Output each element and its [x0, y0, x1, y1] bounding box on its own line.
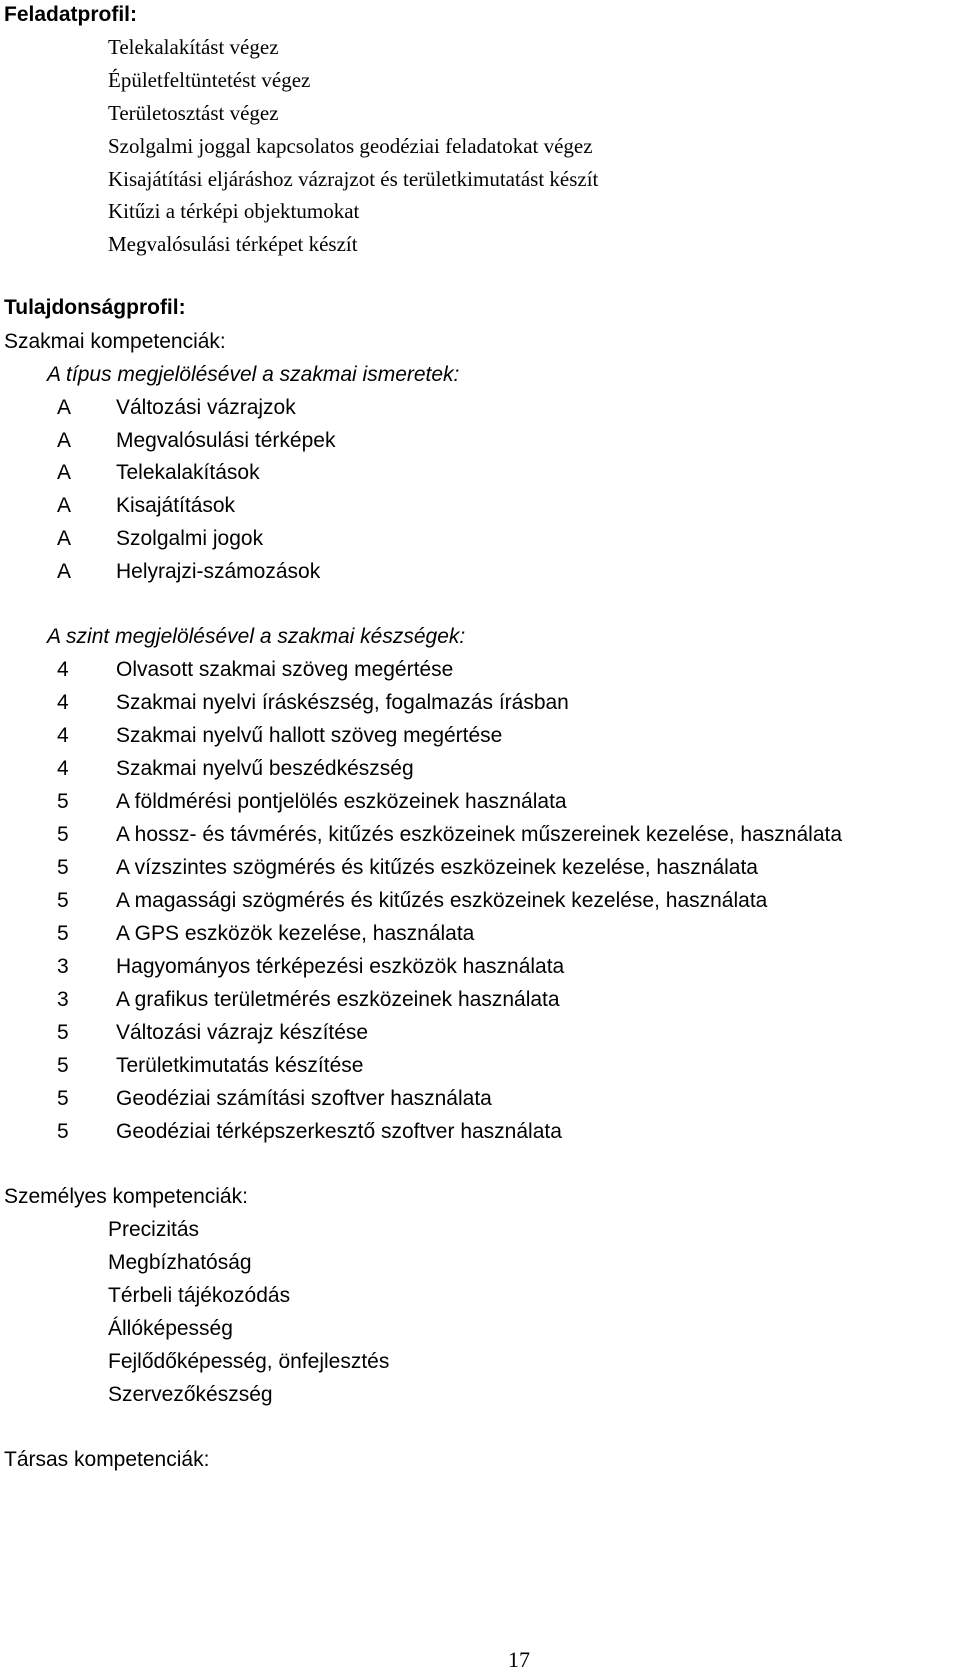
szemelyes-item: Megbízhatóság [108, 1251, 252, 1274]
szemelyes-kompetenciak-label: Személyes kompetenciák: [4, 1185, 248, 1208]
ismeret-text: Telekalakítások [116, 461, 260, 484]
keszseg-text: Szakmai nyelvű beszédkészség [116, 757, 414, 780]
ismeret-type-code: A [57, 461, 72, 484]
szemelyes-item: Szervezőkészség [108, 1383, 273, 1406]
szakmai-keszsegek-heading: A szint megjelölésével a szakmai készségek: [47, 625, 466, 648]
keszseg-text: A grafikus területmérés eszközeinek használata [116, 988, 560, 1011]
keszseg-level: 4 [57, 724, 69, 747]
ismeret-text: Változási vázrajzok [116, 396, 296, 419]
szemelyes-item: Precizitás [108, 1218, 200, 1241]
szakmai-ismeretek-heading: A típus megjelölésével a szakmai ismeretek: [47, 363, 460, 386]
szemelyes-item: Állóképesség [108, 1317, 233, 1340]
keszseg-level: 3 [57, 955, 69, 978]
page-number: 17 [508, 1647, 530, 1672]
feladatprofil-item: Területosztást végez [108, 101, 279, 125]
feladatprofil-item: Telekalakítást végez [108, 35, 279, 59]
ismeret-type-code: A [57, 527, 72, 550]
ismeret-text: Helyrajzi-számozások [116, 560, 321, 583]
keszseg-level: 5 [57, 922, 69, 945]
keszseg-level: 5 [57, 1120, 69, 1143]
keszseg-text: Geodéziai térképszerkesztő szoftver használata [116, 1120, 562, 1143]
keszseg-text: A GPS eszközök kezelése, használata [116, 922, 475, 945]
ismeret-type-code: A [57, 494, 72, 517]
keszseg-level: 5 [57, 790, 69, 813]
keszseg-text: Olvasott szakmai szöveg megértése [116, 658, 454, 681]
tarsas-kompetenciak-label: Társas kompetenciák: [4, 1448, 210, 1471]
keszseg-level: 4 [57, 658, 69, 681]
szemelyes-item: Fejlődőképesség, önfejlesztés [108, 1350, 390, 1373]
keszseg-level: 3 [57, 988, 69, 1011]
szakmai-kompetenciak-label: Szakmai kompetenciák: [4, 330, 226, 353]
tulajdonsagprofil-heading: Tulajdonságprofil: [4, 296, 186, 319]
keszseg-level: 5 [57, 1054, 69, 1077]
feladatprofil-item: Szolgalmi joggal kapcsolatos geodéziai feladatokat végez [108, 134, 593, 158]
ismeret-type-code: A [57, 396, 72, 419]
feladatprofil-item: Épületfeltüntetést végez [108, 68, 311, 92]
szemelyes-item: Térbeli tájékozódás [108, 1284, 291, 1307]
keszseg-text: Szakmai nyelvű hallott szöveg megértése [116, 724, 503, 747]
ismeret-type-code: A [57, 560, 72, 583]
feladatprofil-item: Kitűzi a térképi objektumokat [108, 199, 360, 223]
ismeret-text: Szolgalmi jogok [116, 527, 264, 550]
keszseg-level: 5 [57, 1021, 69, 1044]
keszseg-text: Szakmai nyelvi íráskészség, fogalmazás írásban [116, 691, 569, 714]
keszseg-text: A vízszintes szögmérés és kitűzés eszközeinek kezelése, használata [116, 856, 758, 879]
ismeret-type-code: A [57, 429, 72, 452]
keszseg-level: 5 [57, 856, 69, 879]
feladatprofil-heading: Feladatprofil: [4, 3, 138, 26]
keszseg-level: 4 [57, 757, 69, 780]
keszseg-level: 5 [57, 823, 69, 846]
keszseg-text: Hagyományos térképezési eszközök használata [116, 955, 565, 978]
keszseg-text: Területkimutatás készítése [116, 1054, 364, 1077]
keszseg-level: 4 [57, 691, 69, 714]
ismeret-text: Kisajátítások [116, 494, 236, 517]
keszseg-text: A földmérési pontjelölés eszközeinek használata [116, 790, 567, 813]
keszseg-text: Geodéziai számítási szoftver használata [116, 1087, 492, 1110]
keszseg-text: Változási vázrajz készítése [116, 1021, 369, 1044]
ismeret-text: Megvalósulási térképek [116, 429, 336, 452]
keszseg-text: A hossz- és távmérés, kitűzés eszközeinek műszereinek kezelése, használata [116, 823, 843, 846]
keszseg-text: A magassági szögmérés és kitűzés eszközeinek kezelése, használata [116, 889, 768, 912]
keszseg-level: 5 [57, 1087, 69, 1110]
feladatprofil-item: Megvalósulási térképet készít [108, 232, 358, 256]
feladatprofil-item: Kisajátítási eljáráshoz vázrajzot és területkimutatást készít [108, 167, 599, 191]
keszseg-level: 5 [57, 889, 69, 912]
